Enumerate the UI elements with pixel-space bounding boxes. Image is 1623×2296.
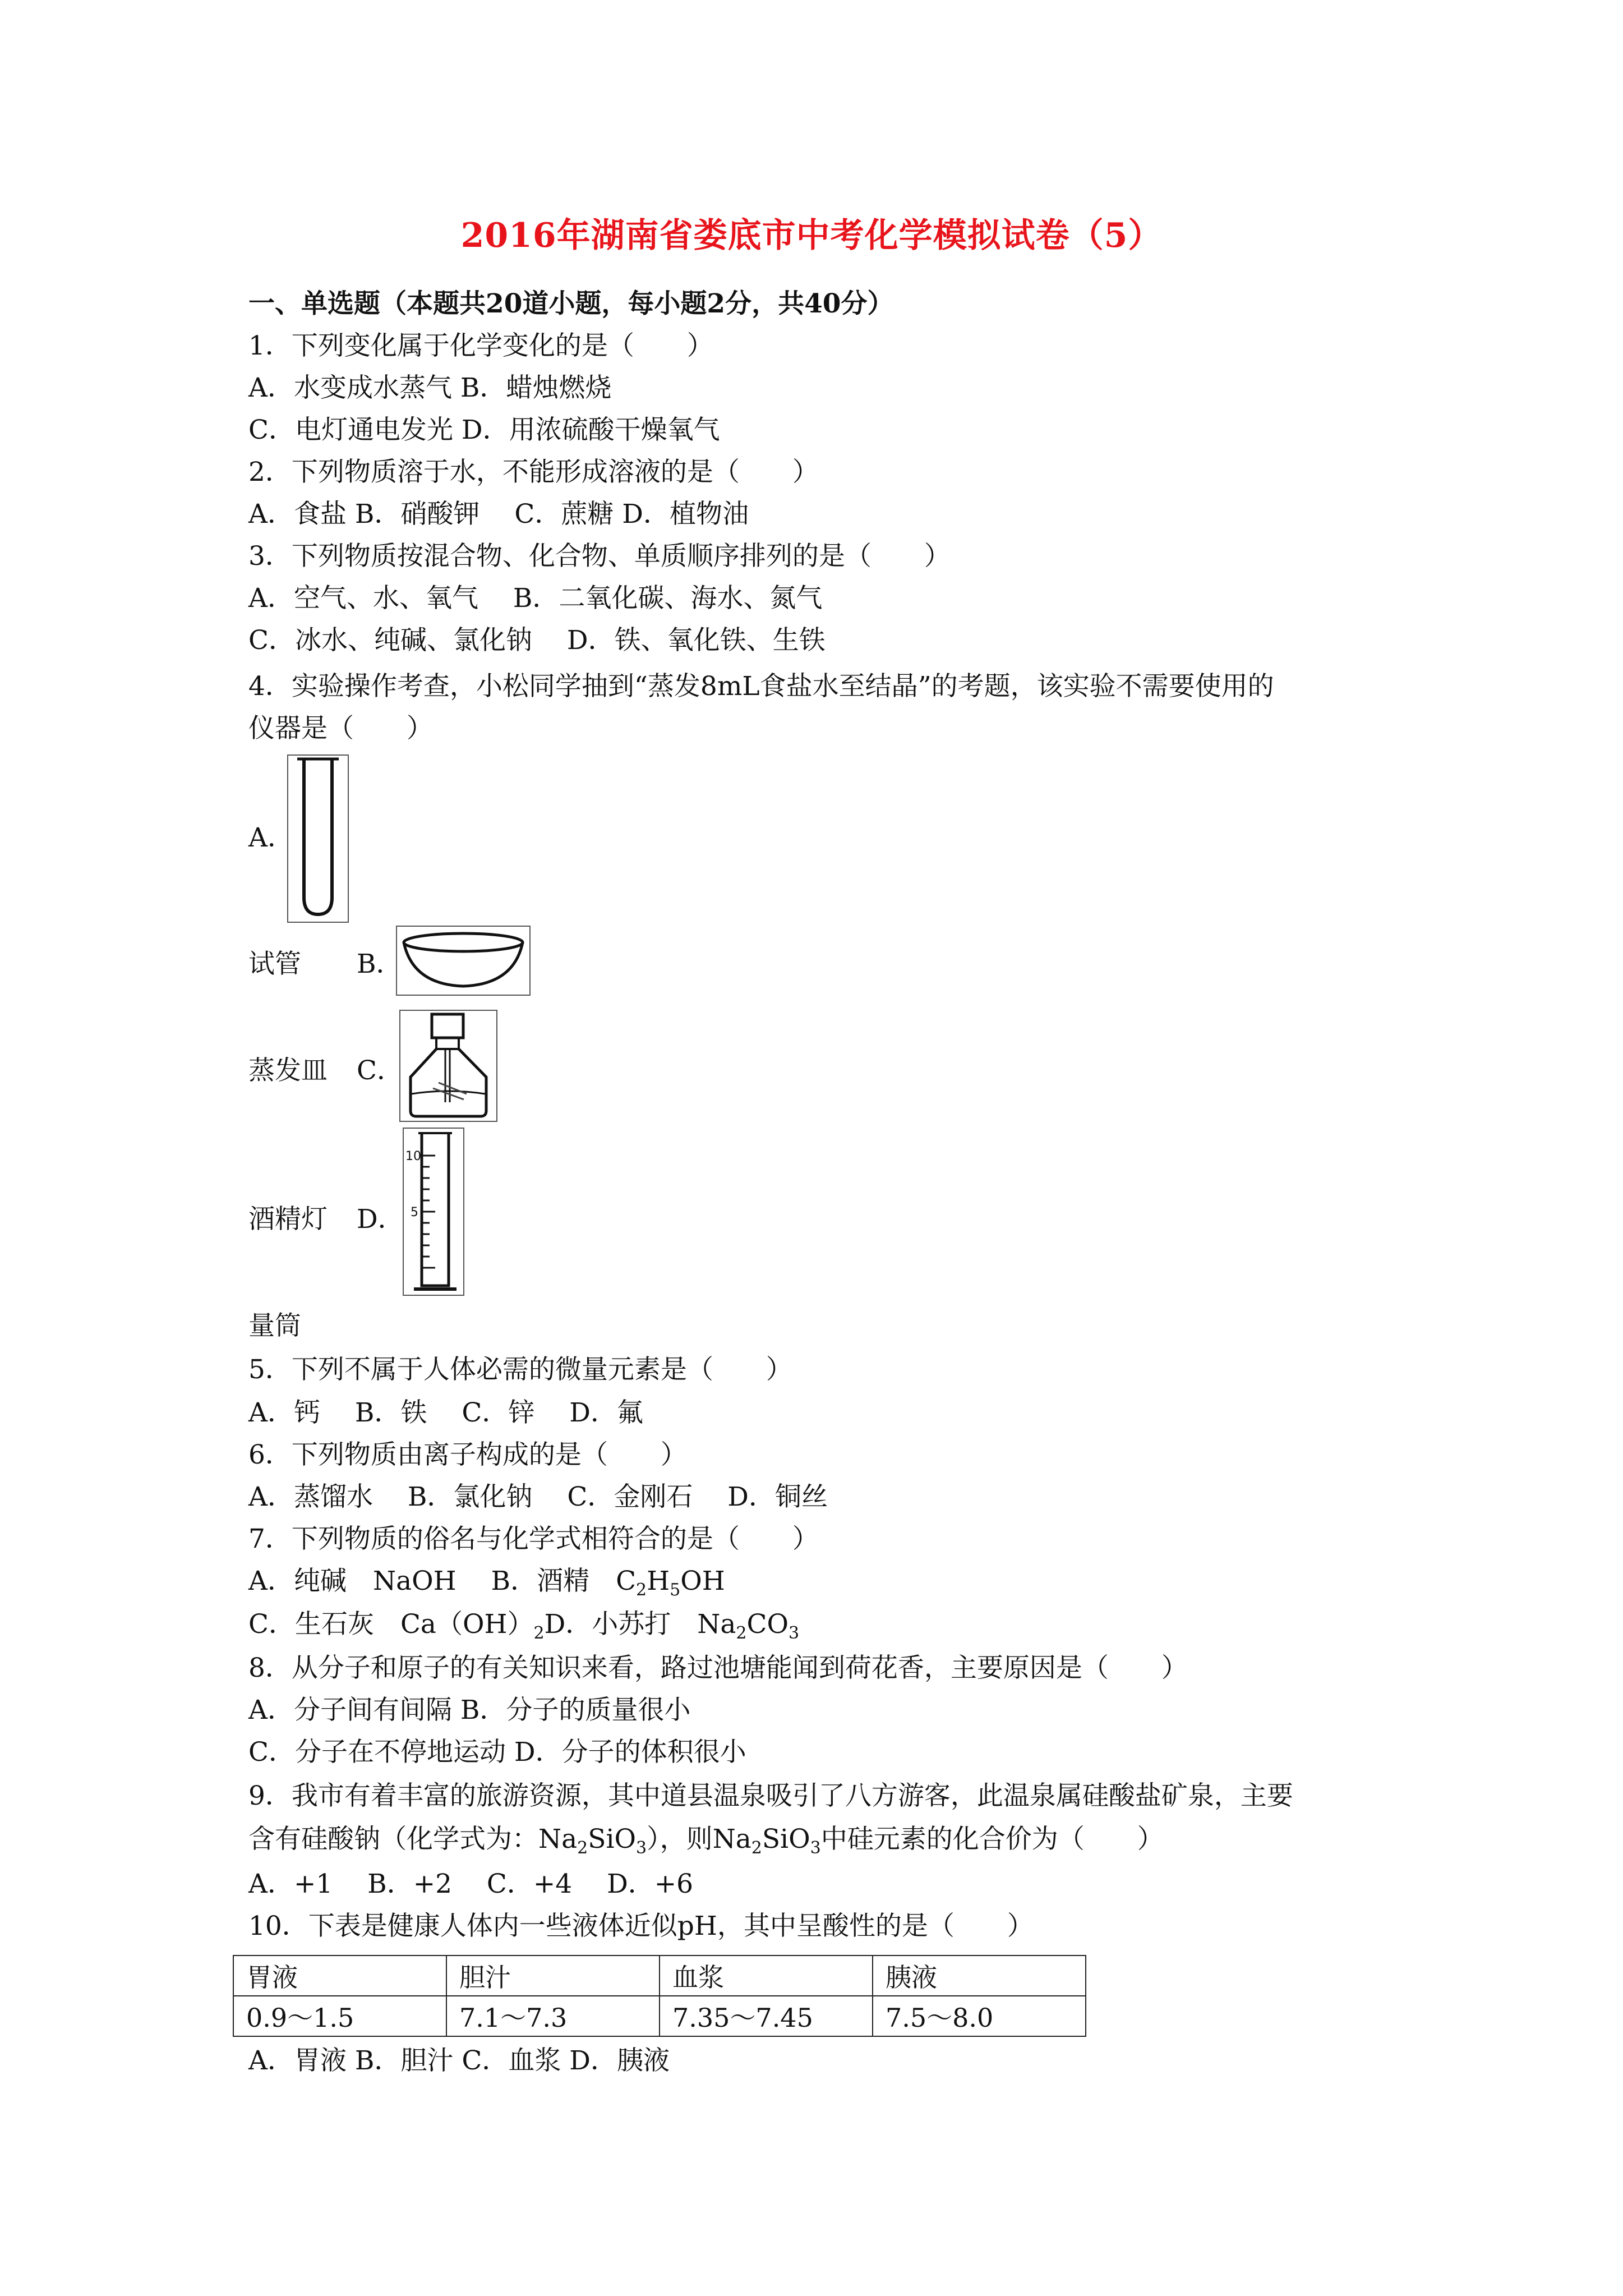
table-cell: 7.35～7.45 bbox=[660, 1996, 873, 2036]
q7-options-cd bbox=[248, 1611, 799, 1642]
formula-part: H bbox=[647, 1566, 670, 1596]
q5-stem: 5．下列不属于人体必需的微量元素是（ ） bbox=[248, 1354, 792, 1385]
q4-option-c-name: 酒精灯 bbox=[248, 1204, 328, 1235]
q6-options: A．蒸馏水 B．氯化钠 C．金刚石 D．铜丝 bbox=[248, 1481, 828, 1512]
section-heading: 一、单选题（本题共20道小题，每小题2分，共40分） bbox=[248, 288, 894, 319]
q8-stem: 8．从分子和原子的有关知识来看，路过池塘能闻到荷花香，主要原因是（ ） bbox=[248, 1653, 1188, 1683]
table-header-cell: 血浆 bbox=[660, 1955, 873, 1996]
q3-stem: 3．下列物质按混合物、化合物、单质顺序排列的是（ ） bbox=[248, 541, 951, 572]
q9-stem-line2 bbox=[248, 1826, 1164, 1857]
subscript: 2 bbox=[636, 1580, 647, 1600]
q4-option-d-name: 量筒 bbox=[248, 1310, 301, 1341]
q9-stem-line1: 9．我市有着丰富的旅游资源，其中道县温泉吸引了八方游客，此温泉属硅酸盐矿泉，主要 bbox=[248, 1780, 1293, 1811]
q7-option-c-text: C．生石灰 Ca（OH） bbox=[248, 1609, 534, 1640]
q10-options: A．胃液 B．胆汁 C．血浆 D．胰液 bbox=[248, 2045, 670, 2076]
table-row bbox=[233, 1955, 1086, 1996]
evaporating-dish-icon bbox=[396, 926, 531, 996]
q2-options: A．食盐 B．硝酸钾 C．蔗糖 D．植物油 bbox=[248, 499, 749, 530]
q7-option-ab-text: A．纯碱 NaOH B．酒精 C bbox=[248, 1566, 637, 1596]
subscript: 2 bbox=[736, 1623, 747, 1643]
q9-options: A．+1 B．+2 C．+4 D．+6 bbox=[248, 1869, 694, 1899]
q10-stem: 10．下表是健康人体内一些液体近似pH，其中呈酸性的是（ ） bbox=[248, 1911, 1034, 1941]
q3-options-ab: A．空气、水、氧气 B．二氧化碳、海水、氮气 bbox=[248, 583, 823, 614]
subscript: 3 bbox=[636, 1838, 647, 1858]
q7-stem: 7．下列物质的俗名与化学式相符合的是（ ） bbox=[248, 1524, 819, 1554]
q7-options-ab bbox=[248, 1568, 725, 1599]
table-header-cell: 胆汁 bbox=[446, 1955, 660, 1996]
q9-text-part: 中硅元素的化合价为（ ） bbox=[820, 1824, 1164, 1855]
q8-options-ab: A．分子间有间隔 B．分子的质量很小 bbox=[248, 1695, 691, 1726]
table-header-cell: 胃液 bbox=[233, 1955, 446, 1996]
subscript: 2 bbox=[751, 1838, 762, 1858]
alcohol-lamp-icon bbox=[399, 1010, 497, 1122]
q4-option-a-label: A． bbox=[248, 822, 294, 853]
formula-part: SiO bbox=[762, 1824, 810, 1855]
test-tube-icon bbox=[287, 754, 349, 923]
table-cell: 7.1～7.3 bbox=[446, 1996, 660, 2036]
q9-text-part: ），则Na bbox=[647, 1824, 751, 1855]
q1-options-cd: C．电灯通电发光 D．用浓硫酸干燥氧气 bbox=[248, 415, 720, 445]
q8-options-cd: C．分子在不停地运动 D．分子的体积很小 bbox=[248, 1737, 746, 1768]
subscript: 3 bbox=[810, 1838, 821, 1858]
q4-option-c-label: C． bbox=[357, 1055, 403, 1086]
q4-stem-line1: 4．实验操作考查，小松同学抽到“蒸发8mL食盐水至结晶”的考题，该实验不需要使用的 bbox=[248, 671, 1274, 702]
measuring-cylinder-icon bbox=[403, 1128, 464, 1296]
q7-option-d-text: D．小苏打 Na bbox=[544, 1609, 736, 1640]
q9-text-part: 含有硅酸钠（化学式为：Na bbox=[248, 1824, 578, 1855]
ph-table bbox=[233, 1955, 1086, 2037]
q1-stem: 1．下列变化属于化学变化的是（ ） bbox=[248, 330, 713, 361]
q1-options-ab: A．水变成水蒸气 B．蜡烛燃烧 bbox=[248, 372, 612, 403]
table-cell: 7.5～8.0 bbox=[873, 1996, 1086, 2036]
formula-part: CO bbox=[746, 1609, 789, 1640]
cylinder-mark-5: 5 bbox=[411, 1205, 418, 1220]
subscript: 5 bbox=[670, 1580, 681, 1600]
page-title: 2016年湖南省娄底市中考化学模拟试卷（5） bbox=[460, 216, 1163, 255]
cylinder-mark-10: 10 bbox=[405, 1149, 421, 1163]
formula-part: SiO bbox=[588, 1824, 637, 1855]
q4-option-a-name: 试管 bbox=[248, 949, 301, 979]
q6-stem: 6．下列物质由离子构成的是（ ） bbox=[248, 1439, 687, 1470]
q4-stem-line2: 仪器是（ ） bbox=[248, 713, 433, 744]
subscript: 2 bbox=[533, 1623, 545, 1643]
q2-stem: 2．下列物质溶于水，不能形成溶液的是（ ） bbox=[248, 457, 819, 487]
q3-options-cd: C．冰水、纯碱、氯化钠 D．铁、氧化铁、生铁 bbox=[248, 625, 826, 656]
table-row bbox=[233, 1996, 1086, 2036]
q4-option-b-name: 蒸发皿 bbox=[248, 1055, 328, 1086]
table-cell: 0.9～1.5 bbox=[233, 1996, 446, 2036]
subscript: 3 bbox=[789, 1623, 800, 1643]
table-header-cell: 胰液 bbox=[873, 1955, 1086, 1996]
formula-part: OH bbox=[680, 1566, 725, 1596]
q5-options: A．钙 B．铁 C．锌 D．氟 bbox=[248, 1397, 643, 1428]
subscript: 2 bbox=[577, 1838, 588, 1858]
q4-option-d-label: D． bbox=[357, 1204, 404, 1235]
q4-option-b-label: B． bbox=[357, 949, 403, 979]
